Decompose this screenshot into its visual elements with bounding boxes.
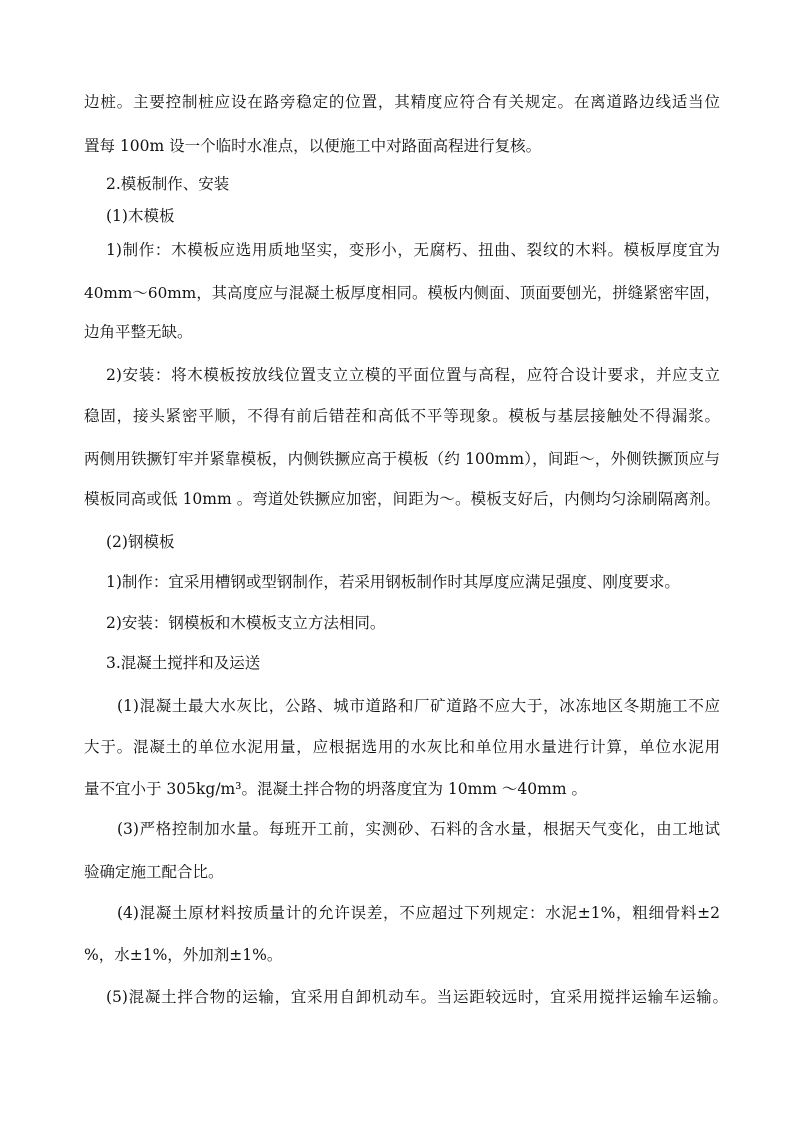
paragraph-line: 1)制作：木模板应选用质地坚实，变形小，无腐朽、扭曲、裂纹的木料。模板厚度宜为	[106, 241, 720, 259]
paragraph-line: 2)安装：钢模板和木模板支立方法相同。	[106, 614, 386, 632]
section-heading: 3.混凝土搅拌和及运送	[106, 654, 261, 672]
paragraph-line: %，水±1%，外加剂±1%。	[84, 946, 283, 964]
paragraph-line: (4)混凝土原材料按质量计的允许误差，不应超过下列规定：水泥±1%，粗细骨料±2	[117, 904, 720, 922]
subsection-heading: (1)木模板	[106, 207, 175, 225]
paragraph-line: 量不宜小于 305kg/m³。混凝土拌合物的坍落度宜为 10mm ～40mm 。	[84, 780, 587, 798]
paragraph-line: (1)混凝土最大水灰比，公路、城市道路和厂矿道路不应大于，冰冻地区冬期施工不应	[117, 697, 720, 715]
section-heading: 2.模板制作、安装	[106, 175, 230, 193]
paragraph-line: 稳固，接头紧密平顺，不得有前后错茬和高低不平等现象。模板与基层接触处不得漏浆。	[84, 407, 720, 425]
subsection-heading: (2)钢模板	[106, 533, 175, 551]
paragraph-line: 验确定施工配合比。	[84, 863, 224, 881]
paragraph-line: 模板同高或低 10mm 。弯道处铁撅应加密，间距为～。模板支好后，内侧均匀涂刷隔离剂。	[84, 490, 720, 508]
paragraph-line: 大于。混凝土的单位水泥用量，应根据选用的水灰比和单位用水量进行计算，单位水泥用	[84, 738, 720, 756]
paragraph-line: (3)严格控制加水量。每班开工前，实测砂、石料的含水量，根据天气变化，由工地试	[117, 820, 720, 838]
paragraph-line: 40mm～60mm，其高度应与混凝土板厚度相同。模板内侧面、顶面要刨光，拼缝紧密牢固，	[84, 284, 720, 302]
paragraph-line: 边桩。主要控制桩应设在路旁稳定的位置，其精度应符合有关规定。在离道路边线适当位	[84, 93, 720, 111]
paragraph-line: 两侧用铁撅钉牢并紧靠模板，内侧铁撅应高于模板（约 100mm），间距～，外侧铁撅顶应与	[84, 450, 720, 468]
paragraph-line: (5)混凝土拌合物的运输，宜采用自卸机动车。当运距较远时，宜采用搅拌运输车运输。	[106, 988, 728, 1006]
paragraph-line: 边角平整无缺。	[84, 323, 193, 341]
paragraph-line: 2)安装：将木模板按放线位置支立立模的平面位置与高程，应符合设计要求，并应支立	[106, 366, 720, 384]
paragraph-line: 置每 100m 设一个临时水准点，以便施工中对路面高程进行复核。	[84, 137, 542, 155]
paragraph-line: 1)制作：宜采用槽钢或型钢制作，若采用钢板制作时其厚度应满足强度、刚度要求。	[106, 573, 680, 591]
